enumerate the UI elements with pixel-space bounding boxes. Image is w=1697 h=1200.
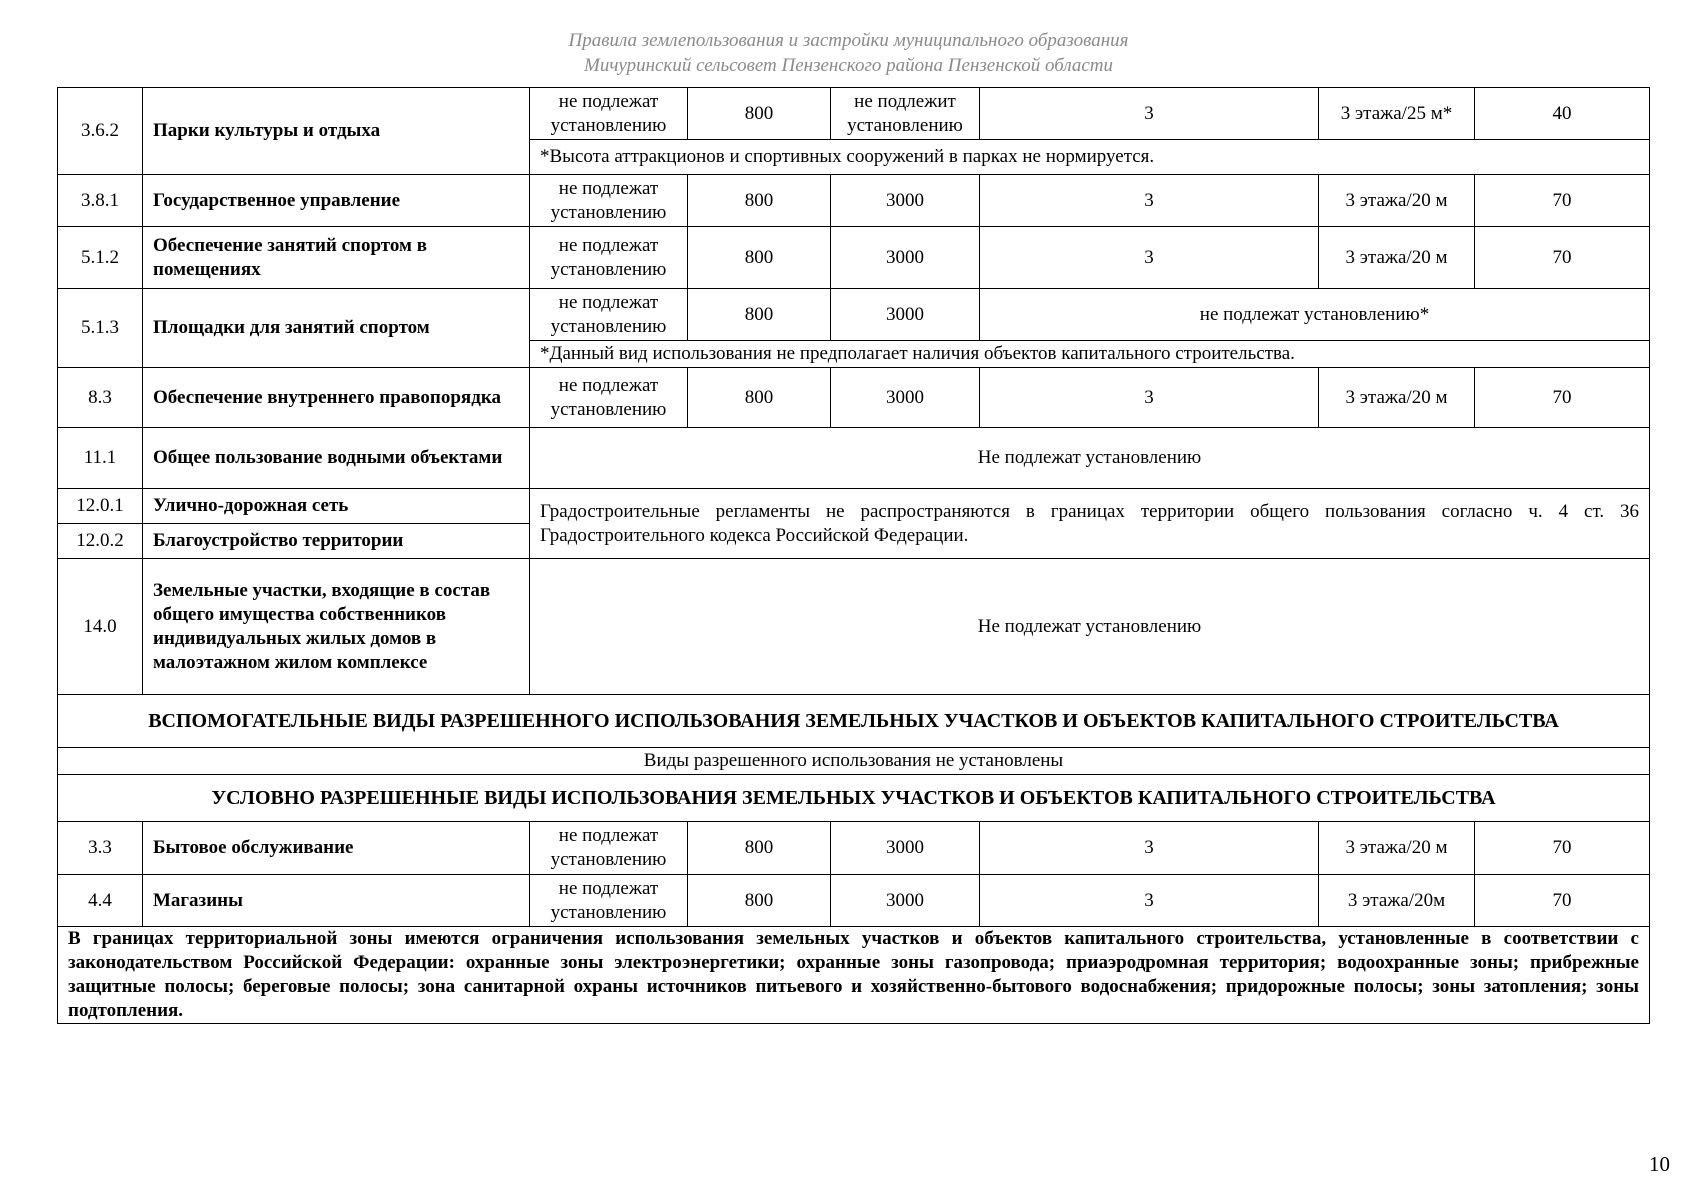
section-header-row — [58, 775, 1650, 822]
row-code: 8.3 — [58, 368, 143, 428]
cell-setback: 3 — [980, 368, 1319, 428]
row-footnote: *Высота аттракционов и спортивных сооружений в парках не нормируется. — [530, 140, 1650, 175]
restrictions-note: В границах территориальной зоны имеются ограничения использования земельных участков и объектов капитального строительства, установленные в соответствии с законодательством Российской Федерации: охранные зоны электроэнергетики; охранные зоны газопровода; приаэродромная территория; водоохранные зоны; прибрежные защитные полосы; береговые полосы; зона санитарной охраны источников питьевого и хозяйственно-бытового водоснабжения; придорожные полосы; зоны затопления; зоны подтопления. — [58, 927, 1650, 1024]
cell-max-size: не подлежит установлению — [831, 88, 980, 140]
table-row — [58, 227, 1650, 289]
road-regulation-note: Градостроительные регламенты не распространяются в границах территории общего пользования согласно ч. 4 ст. 36 Градостроительного кодекса Российской Федерации. — [530, 489, 1650, 559]
cell-value: 800 — [688, 175, 831, 227]
cell-min-size: не подлежат установлению — [530, 88, 688, 140]
cell-min-size: не подлежат установлению — [530, 175, 688, 227]
row-code: 14.0 — [58, 559, 143, 695]
cell-max-size: 3000 — [831, 175, 980, 227]
table-row — [58, 489, 1650, 524]
table-row — [58, 175, 1650, 227]
row-use-name: Государственное управление — [143, 175, 530, 227]
zoning-regulations-table — [57, 87, 1650, 1024]
cell-min-size: не подлежат установлению — [530, 875, 688, 927]
cell-coverage: 70 — [1475, 368, 1650, 428]
section-title-conditional: УСЛОВНО РАЗРЕШЕННЫЕ ВИДЫ ИСПОЛЬЗОВАНИЯ ЗЕМЕЛЬНЫХ УЧАСТКОВ И ОБЪЕКТОВ КАПИТАЛЬНОГО СТРОИТЕЛЬСТВА — [58, 775, 1650, 822]
cell-min-size: не подлежат установлению — [530, 289, 688, 341]
cell-floors-height: 3 этажа/20 м — [1319, 175, 1475, 227]
cell-setback: 3 — [980, 822, 1319, 875]
cell-min-size: не подлежат установлению — [530, 368, 688, 428]
table-row — [58, 559, 1650, 695]
row-code: 4.4 — [58, 875, 143, 927]
row-use-name: Бытовое обслуживание — [143, 822, 530, 875]
cell-coverage: 70 — [1475, 875, 1650, 927]
table-row — [58, 368, 1650, 428]
cell-setback: 3 — [980, 227, 1319, 289]
section-header-row — [58, 695, 1650, 748]
cell-merged-parameters: Не подлежат установлению — [530, 559, 1650, 695]
cell-coverage: 70 — [1475, 175, 1650, 227]
cell-value: 800 — [688, 822, 831, 875]
cell-value: 800 — [688, 368, 831, 428]
cell-merged-parameters: Не подлежат установлению — [530, 428, 1650, 489]
cell-max-size: 3000 — [831, 289, 980, 341]
row-use-name: Парки культуры и отдыха — [143, 88, 530, 175]
section-title-auxiliary: ВСПОМОГАТЕЛЬНЫЕ ВИДЫ РАЗРЕШЕННОГО ИСПОЛЬЗОВАНИЯ ЗЕМЕЛЬНЫХ УЧАСТКОВ И ОБЪЕКТОВ КАПИТАЛЬНОГО СТРОИТЕЛЬСТВА — [58, 695, 1650, 748]
cell-value: 800 — [688, 289, 831, 341]
cell-min-size: не подлежат установлению — [530, 822, 688, 875]
running-header-line-1: Правила землепользования и застройки муниципального образования — [568, 30, 1129, 51]
row-use-name: Земельные участки, входящие в состав общего имущества собственников индивидуальных жилых домов в малоэтажном жилом комплексе — [143, 559, 530, 695]
row-code: 11.1 — [58, 428, 143, 489]
cell-setback: 3 — [980, 875, 1319, 927]
auxiliary-note: Виды разрешенного использования не установлены — [58, 748, 1650, 775]
cell-coverage: 40 — [1475, 88, 1650, 140]
cell-floors-height: 3 этажа/20 м — [1319, 368, 1475, 428]
page-number: 10 — [1649, 1152, 1670, 1176]
cell-max-size: 3000 — [831, 227, 980, 289]
table-row — [58, 748, 1650, 775]
cell-value: 800 — [688, 88, 831, 140]
table-row — [58, 88, 1650, 140]
row-code: 3.6.2 — [58, 88, 143, 175]
table-row-restrictions — [58, 927, 1650, 1024]
cell-setback: 3 — [980, 88, 1319, 140]
cell-setback: 3 — [980, 175, 1319, 227]
row-use-name: Благоустройство территории — [143, 524, 530, 559]
running-header — [0, 28, 1697, 78]
table-row — [58, 875, 1650, 927]
row-code: 3.3 — [58, 822, 143, 875]
running-header-line-2: Мичуринский сельсовет Пензенского района Пензенской области — [584, 55, 1113, 76]
row-use-name: Магазины — [143, 875, 530, 927]
table-row — [58, 428, 1650, 489]
cell-coverage: 70 — [1475, 822, 1650, 875]
row-use-name: Площадки для занятий спортом — [143, 289, 530, 368]
cell-floors-height: 3 этажа/25 м* — [1319, 88, 1475, 140]
cell-max-size: 3000 — [831, 368, 980, 428]
row-code: 5.1.2 — [58, 227, 143, 289]
cell-max-size: 3000 — [831, 875, 980, 927]
cell-floors-height: 3 этажа/20м — [1319, 875, 1475, 927]
row-footnote: *Данный вид использования не предполагает наличия объектов капитального строительства. — [530, 341, 1650, 368]
cell-max-size: 3000 — [831, 822, 980, 875]
row-use-name: Улично-дорожная сеть — [143, 489, 530, 524]
row-use-name: Обеспечение внутреннего правопорядка — [143, 368, 530, 428]
row-code: 12.0.1 — [58, 489, 143, 524]
cell-floors-height: 3 этажа/20 м — [1319, 227, 1475, 289]
cell-merged-parameters: не подлежат установлению* — [980, 289, 1650, 341]
table-row — [58, 822, 1650, 875]
cell-value: 800 — [688, 227, 831, 289]
cell-value: 800 — [688, 875, 831, 927]
row-use-name: Обеспечение занятий спортом в помещениях — [143, 227, 530, 289]
table-row — [58, 289, 1650, 341]
cell-min-size: не подлежат установлению — [530, 227, 688, 289]
cell-coverage: 70 — [1475, 227, 1650, 289]
cell-floors-height: 3 этажа/20 м — [1319, 822, 1475, 875]
row-use-name: Общее пользование водными объектами — [143, 428, 530, 489]
row-code: 5.1.3 — [58, 289, 143, 368]
row-code: 3.8.1 — [58, 175, 143, 227]
row-code: 12.0.2 — [58, 524, 143, 559]
